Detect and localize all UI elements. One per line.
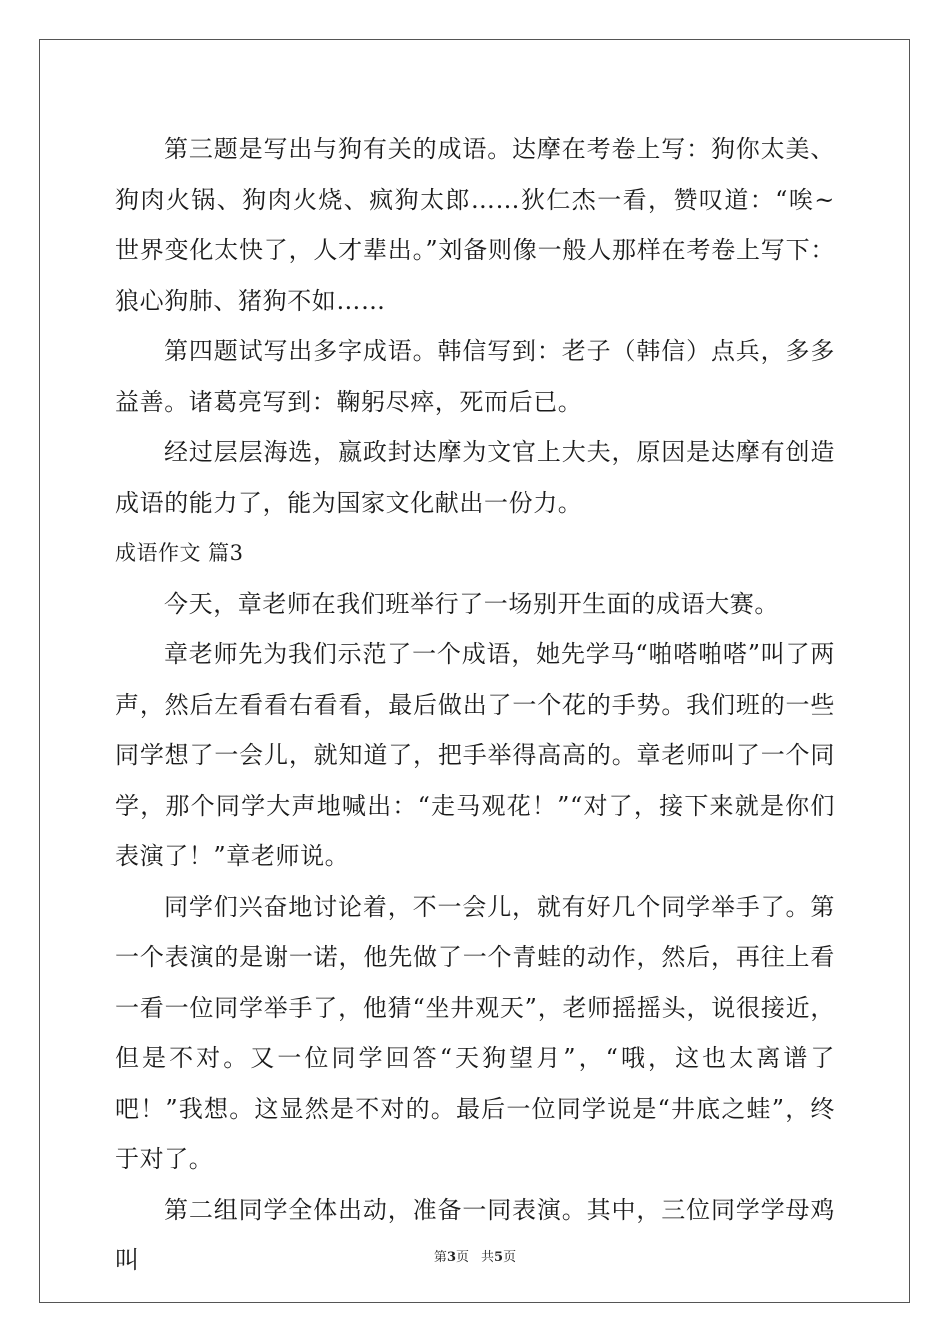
paragraph-3: 经过层层海选，嬴政封达摩为文官上大夫，原因是达摩有创造成语的能力了，能为国家文化献出一份力。 — [115, 438, 835, 517]
footer-page-total: 5 — [494, 1250, 504, 1265]
document-body — [115, 124, 835, 1286]
section-paragraph-4: 第二组同学全体出动，准备一同表演。其中，三位同学学母鸡叫 — [115, 1195, 835, 1274]
section-paragraph-2: 章老师先为我们示范了一个成语，她先学马“啪嗒啪嗒”叫了两声，然后左看看右看看，最后做出了一个花的手势。我们班的一些同学想了一会儿，就知道了，把手举得高高的。章老师叫了一个同学，那个同学大声地喊出：“走马观花！”“对了，接下来就是你们表演了！”章老师说。 — [115, 640, 835, 870]
footer-total-prefix: 共 — [481, 1250, 495, 1265]
page-footer — [0, 1246, 950, 1265]
section-paragraph-3: 同学们兴奋地讨论着，不一会儿，就有好几个同学举手了。第一个表演的是谢一诺，他先做了一个青蛙的动作，然后，再往上看一看一位同学举手了，他猜“坐井观天”，老师摇摇头，说很接近，但是不对。又一位同学回答“天狗望月”，“哦，这也太离谱了吧！”我想。这显然是不对的。最后一位同学说是“井底之蛙”，终于对了。 — [115, 892, 835, 1173]
section-heading: 成语作文 篇3 — [115, 541, 244, 565]
paragraph-1: 第三题是写出与狗有关的成语。达摩在考卷上写：狗你太美、狗肉火锅、狗肉火烧、疯狗太郎……狄仁杰一看，赞叹道：“唉~世界变化太快了，人才辈出。”刘备则像一般人那样在考卷上写下：狼心狗肺、猪狗不如…… — [115, 135, 835, 315]
paragraph-2: 第四题试写出多字成语。韩信写到：老子（韩信）点兵，多多益善。诸葛亮写到：鞠躬尽瘁，死而后已。 — [115, 337, 835, 416]
footer-page-prefix: 第 — [433, 1250, 447, 1265]
footer-page-mid: 页 — [455, 1250, 469, 1265]
footer-total-suffix: 页 — [503, 1250, 517, 1265]
section-paragraph-1: 今天，章老师在我们班举行了一场别开生面的成语大赛。 — [164, 589, 779, 618]
footer-page-current: 3 — [446, 1250, 456, 1265]
